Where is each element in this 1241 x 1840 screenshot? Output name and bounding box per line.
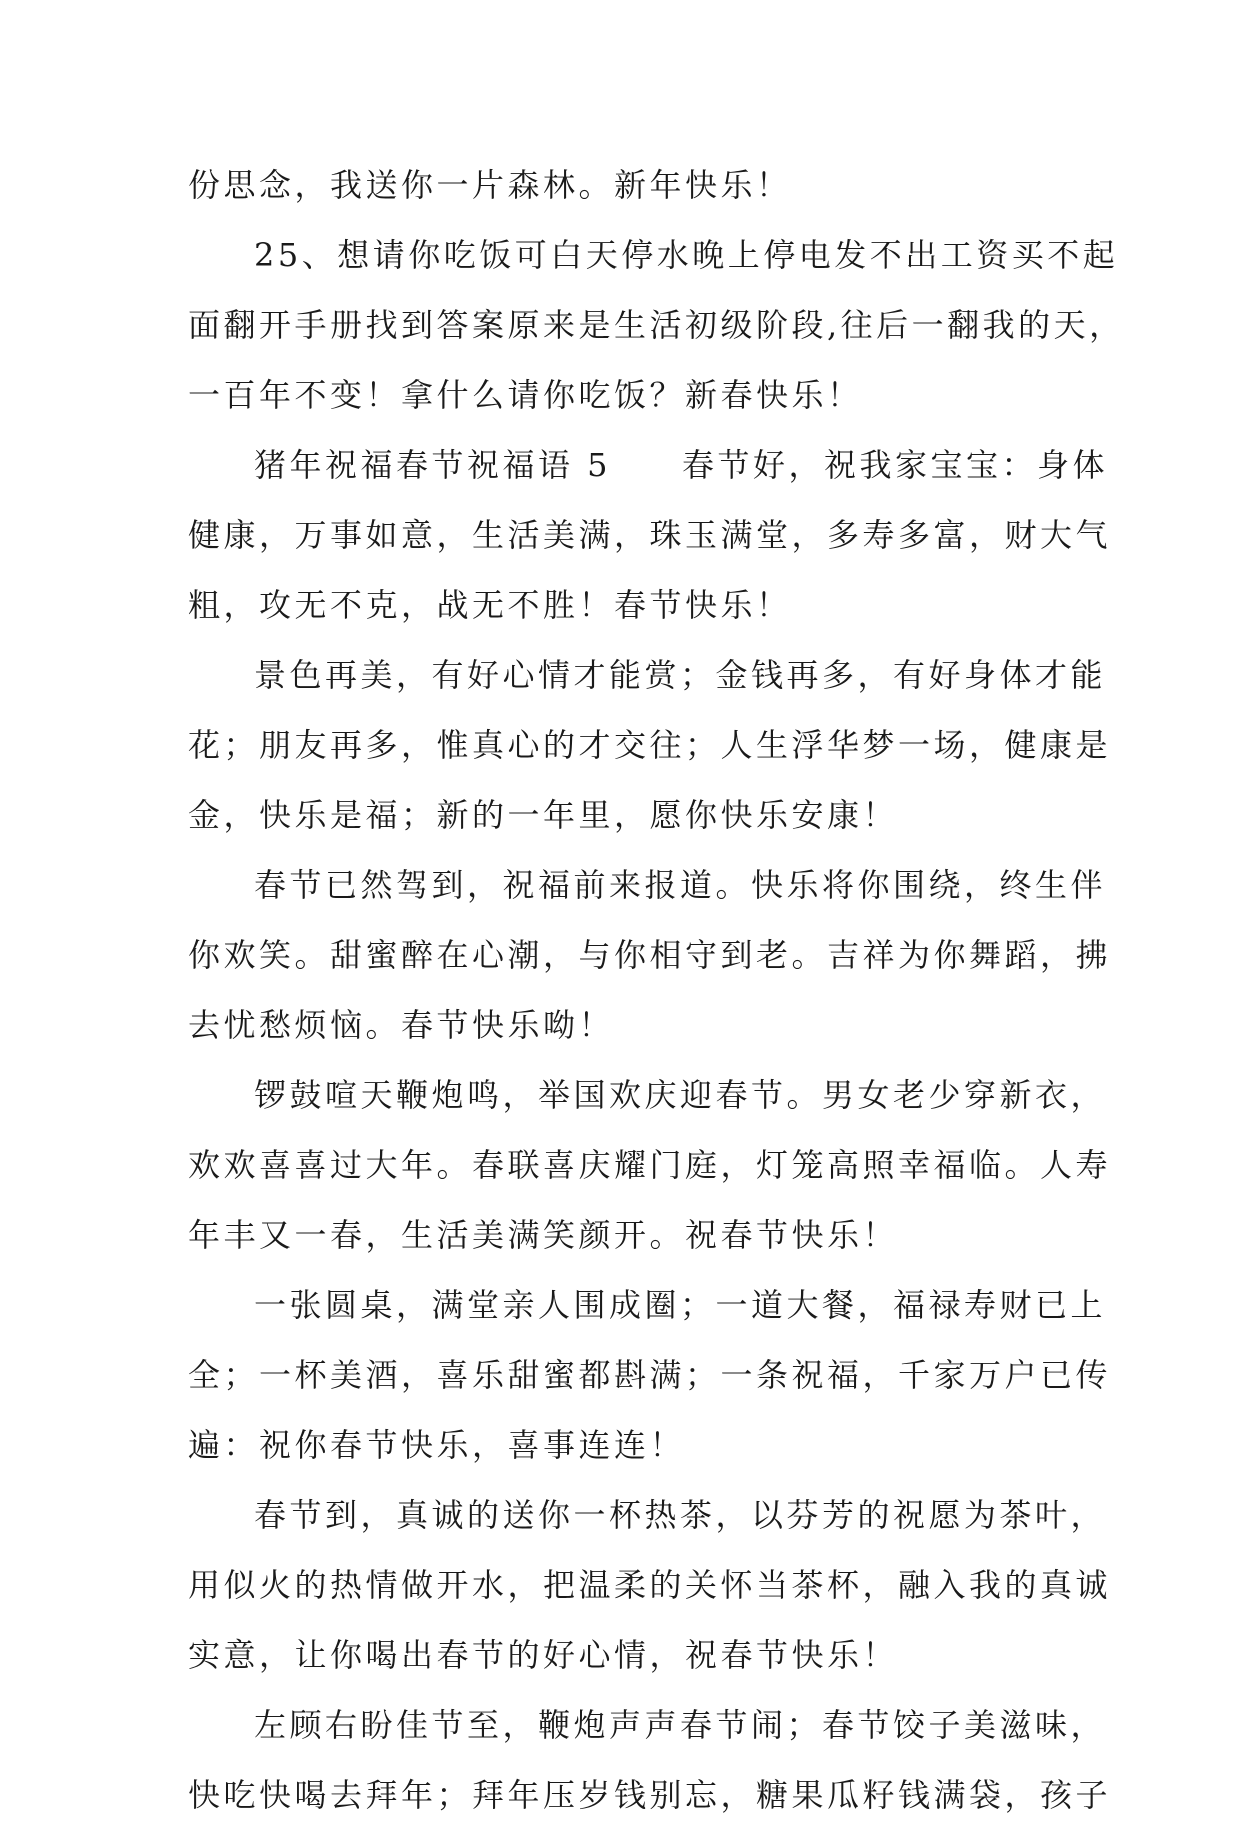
- text-line: 全；一杯美酒，喜乐甜蜜都斟满；一条祝福，千家万户已传: [188, 1356, 1112, 1394]
- text-line: 年丰又一春，生活美满笑颜开。祝春节快乐！: [188, 1216, 899, 1254]
- text-line: 用似火的热情做开水，把温柔的关怀当茶杯，融入我的真诚: [188, 1566, 1112, 1604]
- text-line: 你欢笑。甜蜜醉在心潮，与你相守到老。吉祥为你舞蹈，拂: [188, 936, 1112, 974]
- text-line: 粗，攻无不克，战无不胜！春节快乐！: [188, 586, 792, 624]
- text-line: 春节到，真诚的送你一杯热茶，以芬芳的祝愿为茶叶，: [254, 1496, 1107, 1534]
- text-line: 实意，让你喝出春节的好心情，祝春节快乐！: [188, 1636, 899, 1674]
- text-line: 景色再美，有好心情才能赏；金钱再多，有好身体才能: [254, 656, 1107, 694]
- text-line: 锣鼓喧天鞭炮鸣，举国欢庆迎春节。男女老少穿新衣，: [254, 1076, 1107, 1114]
- text-line: 健康，万事如意，生活美满，珠玉满堂，多寿多富，财大气: [188, 516, 1112, 554]
- text-line: 面翻开手册找到答案原来是生活初级阶段,往后一翻我的天，: [188, 306, 1125, 344]
- text-line: 金，快乐是福；新的一年里，愿你快乐安康！: [188, 796, 899, 834]
- text-line: 去忧愁烦恼。春节快乐呦！: [188, 1006, 615, 1044]
- text-line: 猪年祝福春节祝福语 5 春节好，祝我家宝宝：身体: [254, 446, 1109, 484]
- document-body: [188, 160, 1125, 1840]
- text-line: 份思念，我送你一片森林。新年快乐！: [188, 166, 792, 204]
- text-line: 花；朋友再多，惟真心的才交往；人生浮华梦一场，健康是: [188, 726, 1112, 764]
- text-line: 快吃快喝去拜年；拜年压岁钱别忘，糖果瓜籽钱满袋，孩子: [188, 1776, 1112, 1814]
- text-line: 春节已然驾到，祝福前来报道。快乐将你围绕，终生伴: [254, 866, 1107, 904]
- text-line: 一张圆桌，满堂亲人围成圈；一道大餐，福禄寿财已上: [254, 1286, 1107, 1324]
- text-line: 左顾右盼佳节至，鞭炮声声春节闹；春节饺子美滋味，: [254, 1706, 1107, 1744]
- text-line: 遍：祝你春节快乐，喜事连连！: [188, 1426, 686, 1464]
- text-line: 25、想请你吃饭可白天停水晚上停电发不出工资买不起: [254, 236, 1119, 274]
- text-line: 一百年不变！拿什么请你吃饭？新春快乐！: [188, 376, 863, 414]
- text-line: 欢欢喜喜过大年。春联喜庆耀门庭，灯笼高照幸福临。人寿: [188, 1146, 1112, 1184]
